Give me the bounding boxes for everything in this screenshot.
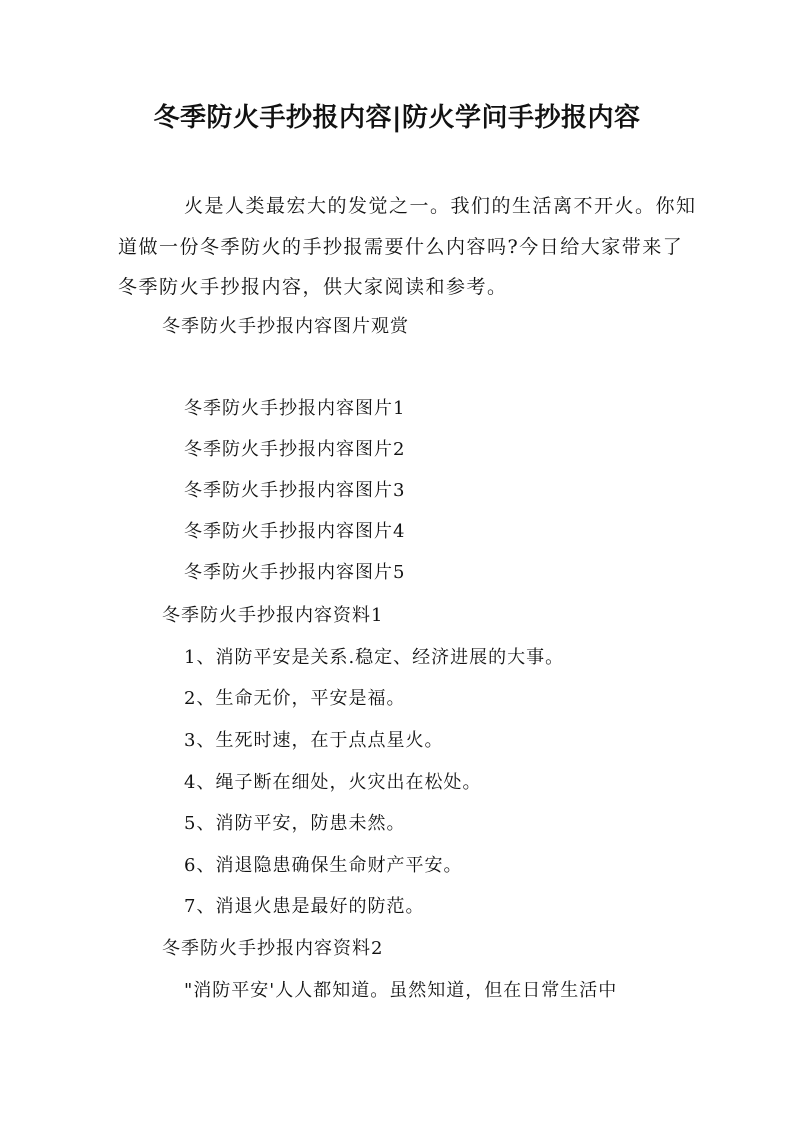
section-1-item-7: 7、消退火患是最好的防范。 bbox=[184, 896, 425, 917]
section-1-item-1: 1、消防平安是关系.稳定、经济进展的大事。 bbox=[184, 647, 565, 668]
image-caption-4: 冬季防火手抄报内容图片4 bbox=[184, 521, 406, 542]
section-1-item-5: 5、消防平安，防患未然。 bbox=[184, 813, 406, 834]
section-1-item-3: 3、生死时速，在于点点星火。 bbox=[184, 730, 444, 751]
image-caption-5: 冬季防火手抄报内容图片5 bbox=[184, 562, 406, 583]
page-title: 冬季防火手抄报内容|防火学问手抄报内容 bbox=[153, 103, 641, 133]
section-1-item-2: 2、生命无价，平安是福。 bbox=[184, 688, 406, 709]
section-2-heading: 冬季防火手抄报内容资料2 bbox=[162, 938, 384, 959]
image-caption-2: 冬季防火手抄报内容图片2 bbox=[184, 439, 406, 460]
gallery-heading: 冬季防火手抄报内容图片观赏 bbox=[162, 316, 409, 337]
section-1-item-6: 6、消退隐患确保生命财产平安。 bbox=[184, 855, 463, 876]
section-1-heading: 冬季防火手抄报内容资料1 bbox=[162, 605, 384, 626]
image-caption-3: 冬季防火手抄报内容图片3 bbox=[184, 480, 406, 501]
section-1-item-4: 4、绳子断在细处，火灾出在松处。 bbox=[184, 772, 482, 793]
image-caption-1: 冬季防火手抄报内容图片1 bbox=[184, 398, 406, 419]
intro-text: 火是人类最宏大的发觉之一。我们的生活离不开火。你知道做一份冬季防火的手抄报需要什么内容吗?今日给大家带来了冬季防火手抄报内容，供大家阅读和参考。 bbox=[118, 195, 697, 298]
section-2-text: "消防平安'人人都知道。虽然知道，但在日常生活中 bbox=[184, 980, 618, 1001]
intro-paragraph bbox=[118, 186, 698, 308]
